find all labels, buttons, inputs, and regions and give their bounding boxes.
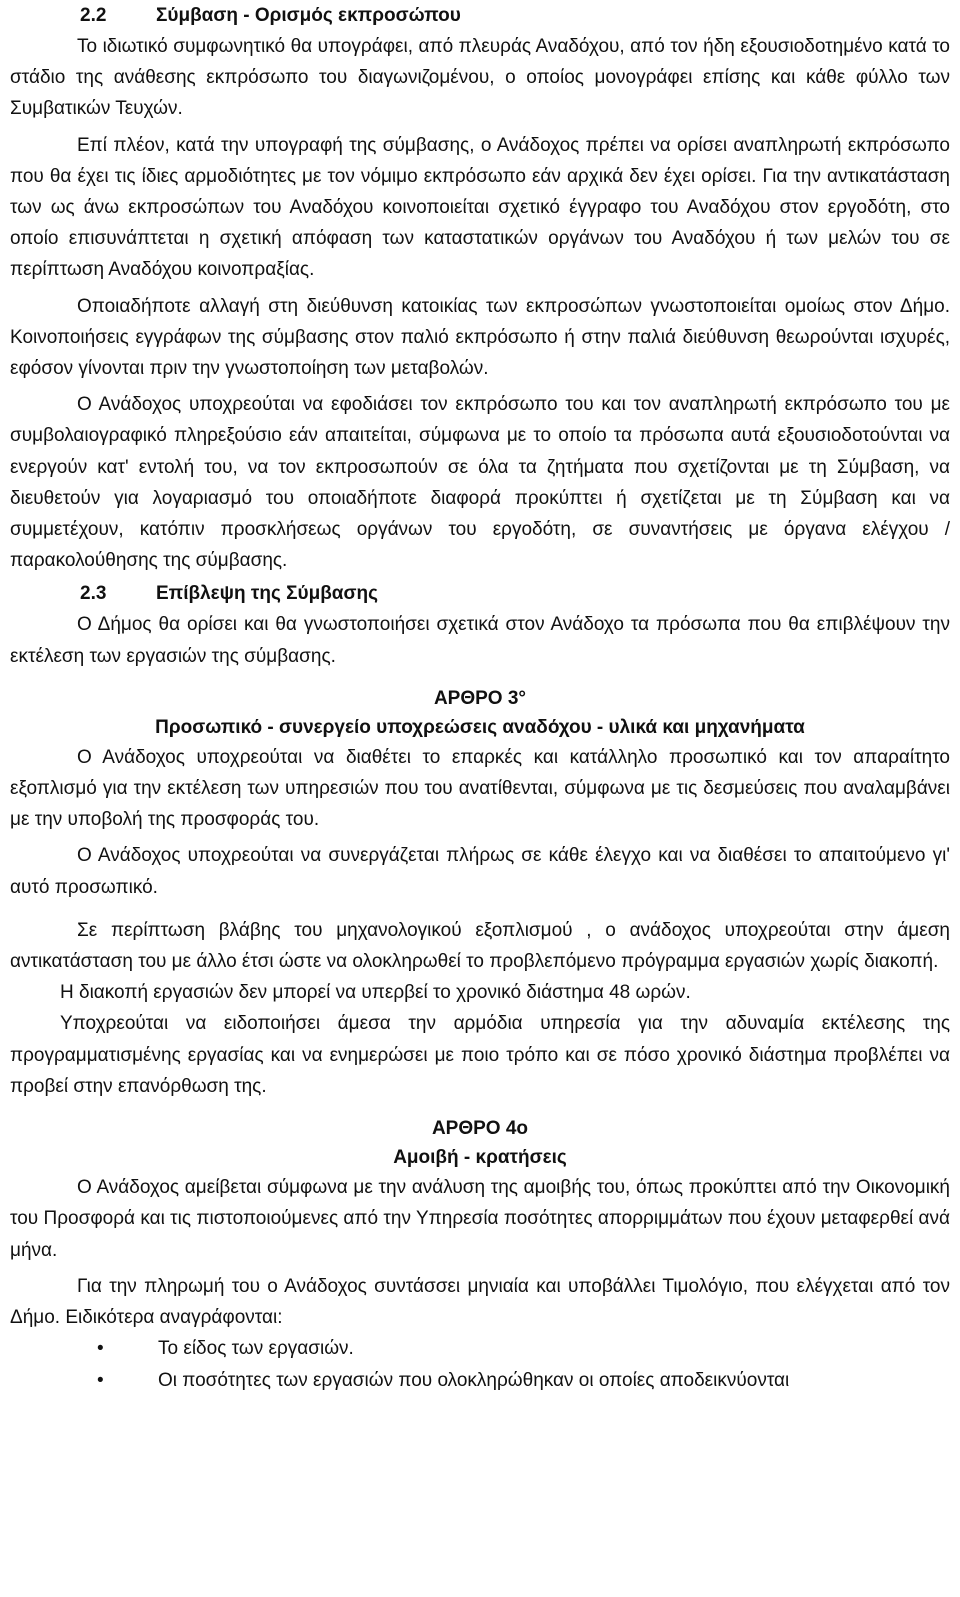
list-item-text: Το είδος των εργασιών. [158, 1338, 354, 1360]
bullet-icon: • [97, 1370, 104, 1392]
bullet-list [10, 1333, 950, 1397]
paragraph: Ο Ανάδοχος υποχρεούται να συνεργάζεται πλήρως σε κάθε έλεγχο και να διαθέσει το απαιτούμενο γι' αυτό προσωπικό. [10, 845, 950, 898]
paragraph: Υποχρεούται να ειδοποιήσει άμεσα την αρμόδια υπηρεσία για την αδυναμία εκτέλεσης της προγραμματισμένης εργασίας και να ενημερώσει με ποιο τρόπο και σε πόσο χρονικό διάστημα προβλέπει να προβεί στην επανόρθωση της. [10, 1013, 950, 1097]
section-title: Επίβλεψη της Σύμβασης [156, 583, 378, 605]
section-title: Σύμβαση - Ορισμός εκπροσώπου [156, 5, 461, 26]
paragraph: Ο Ανάδοχος υποχρεούται να διαθέτει το επαρκές και κατάλληλο προσωπικό και τον απαραίτητο εξοπλισμό για την εκτέλεση των υπηρεσιών που του ανατίθενται, σύμφωνα με τις δεσμεύσεις που αναλαμβάνει με την υποβολή της προσφοράς του. [10, 746, 950, 831]
article-subheading: Αμοιβή - κρατήσεις [393, 1147, 567, 1169]
paragraph: Σε περίπτωση βλάβης του μηχανολογικού εξοπλισμού , ο ανάδοχος υποχρεούται στην άμεση αντικατάσταση του με άλλο έτσι ώστε να ολοκληρωθεί το προβλεπόμενο πρόγραμμα εργασιών χωρίς διακοπή. [10, 919, 950, 973]
article-heading: ΑΡΘΡΟ 3° [433, 687, 527, 709]
paragraph: Ο Ανάδοχος υποχρεούται να εφοδιάσει τον εκπρόσωπο του και τον αναπληρωτή εκπρόσωπο του με συμβολαιογραφικό πληρεξούσιο εάν απαιτείται, σύμφωνα με το οποίο τα πρόσωπα αυτά εξουσιοδοτούνται να ενεργούν κατ' εντολή του, να τον εκπροσωπούν σε όλα τα ζητήματα που σχετίζονται με τη Σύμβαση, να διευθετούν για λογαριασμό του οποιαδήποτε διαφορά προκύπτει ή σχετίζεται με τη Σύμβαση και να συμμετέχουν, κατόπιν προσκλήσεως οργάνων του εργοδότη, σε συναντήσεις με όργανα ελέγχου / παρακολούθησης της σύμβασης. [10, 394, 950, 572]
section-number: 2.3 [80, 583, 107, 605]
article-heading: ΑΡΘΡΟ 4ο [431, 1118, 529, 1140]
article-subheading: Προσωπικό - συνεργείο υποχρεώσεις αναδόχου - υλικά και μηχανήματα [155, 716, 805, 738]
section-number: 2.2 [80, 5, 107, 26]
paragraph: Για την πληρωμή του ο Ανάδοχος συντάσσει μηνιαία και υποβάλλει Τιμολόγιο, που ελέγχεται από τον Δήμο. Ειδικότερα αναγράφονται: [10, 1275, 950, 1328]
paragraph: Ο Ανάδοχος αμείβεται σύμφωνα με την ανάλυση της αμοιβής του, όπως προκύπτει από την Οικονομική του Προσφορά και τις πιστοποιούμενες από την Υπηρεσία ποσότητες απορριμμάτων που έχουν μεταφερθεί ανά μήνα. [10, 1177, 950, 1261]
paragraph: Ο Δήμος θα ορίσει και θα γνωστοποιήσει σχετικά στον Ανάδοχο τα πρόσωπα που θα επιβλέψουν την εκτέλεση των εργασιών της σύμβασης. [10, 614, 950, 667]
section-heading-2-3 [10, 578, 950, 609]
paragraph: Οποιαδήποτε αλλαγή στη διεύθυνση κατοικίας των εκπροσώπων γνωστοποιείται ομοίως στον Δήμο. Κοινοποιήσεις εγγράφων της σύμβασης στον παλιό εκπρόσωπο ή στην παλιά διεύθυνση θεωρούνται ισχυρές, εφόσον γίνονται πριν την γνωστοποίηση των μεταβολών. [10, 295, 950, 380]
list-item [10, 1365, 950, 1397]
bullet-icon: • [97, 1338, 104, 1360]
paragraph: Επί πλέον, κατά την υπογραφή της σύμβασης, ο Ανάδοχος πρέπει να ορίσει αναπληρωτή εκπρόσωπο που θα έχει τις ίδιες αρμοδιότητες με τον νόμιμο εκπρόσωπο εάν αρχικά δεν έχει ορίσει. Για την αντικατάσταση των ως άνω εκπροσώπων του Αναδόχου κοινοποιείται σχετικό έγγραφο του Αναδόχου στον εργοδότη, στο οποίο επισυνάπτεται η σχετική απόφαση των καταστατικών οργάνων του Αναδόχου ή των μελών του σε περίπτωση Αναδόχου κοινοπραξίας. [10, 134, 950, 281]
section-heading-2-2 [10, 0, 950, 31]
list-item [10, 1333, 950, 1365]
list-item-text: Οι ποσότητες των εργασιών που ολοκληρώθηκαν οι οποίες αποδεικνύονται [158, 1370, 790, 1392]
paragraph: Το ιδιωτικό συμφωνητικό θα υπογράφει, από πλευράς Αναδόχου, από τον ήδη εξουσιοδοτημένο κατά το στάδιο της ανάθεσης εκπρόσωπο του διαγωνιζομένου, ο οποίος μονογράφει επίσης και κάθε φύλλο των Συμβατικών Τευχών. [10, 36, 950, 120]
paragraph: Η διακοπή εργασιών δεν μπορεί να υπερβεί το χρονικό διάστημα 48 ωρών. [60, 982, 691, 1004]
